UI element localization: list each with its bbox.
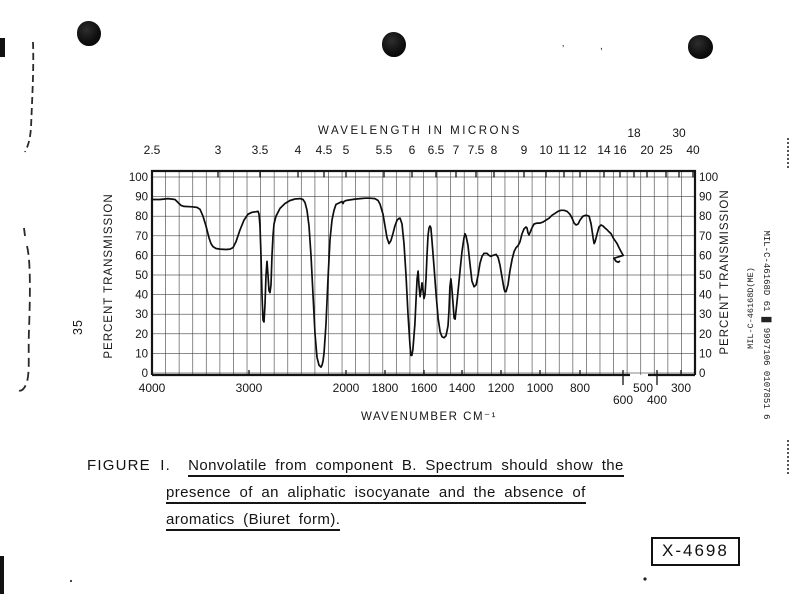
left-y-tick-label: 80	[135, 211, 148, 224]
scan-artifact	[17, 228, 30, 391]
left-y-tick-label: 0	[141, 368, 148, 380]
top-tick-label: 3.5	[251, 143, 269, 157]
bottom-tick-label: 800	[569, 381, 591, 395]
top-tick-label: 2.5	[143, 143, 161, 157]
top-tick-label: 40	[686, 143, 700, 157]
scan-speck	[70, 580, 72, 582]
top-tick-label: 10	[539, 143, 553, 157]
left-y-tick-label: 60	[135, 250, 148, 263]
top-tick-label: 11	[557, 143, 571, 157]
top-tick-label: 5.5	[375, 143, 393, 157]
top-tick-label: 6.5	[427, 143, 445, 157]
figure-caption	[87, 452, 627, 533]
bottom-tick-label: 4000	[138, 381, 166, 395]
bottom-tick-label: 1200	[487, 381, 515, 395]
right-y-tick-label: 30	[699, 309, 712, 322]
scan-artifact	[787, 138, 789, 168]
scan-speck	[643, 577, 646, 580]
bottom-axis-title: WAVENUMBER CM⁻¹	[361, 411, 497, 423]
top-tick-label: 8	[490, 143, 498, 157]
left-y-tick-label: 90	[135, 191, 148, 204]
scan-artifact	[787, 440, 789, 474]
bottom-tick-label: 1800	[371, 381, 399, 395]
top-tick-label: 20	[640, 143, 654, 157]
bottom-tick-label: 600	[612, 393, 634, 407]
left-y-tick-label: 20	[135, 328, 148, 341]
bottom-tick-label: 300	[670, 381, 692, 395]
bottom-tick-label: 2000	[332, 381, 360, 395]
scan-artifact	[25, 42, 33, 152]
top-tick-label: 30	[672, 126, 686, 140]
right-y-tick-label: 90	[699, 191, 712, 204]
left-y-tick-label: 30	[135, 309, 148, 322]
left-y-tick-label: 40	[135, 289, 148, 302]
bottom-tick-label: 1600	[410, 381, 438, 395]
scan-artifact	[0, 556, 4, 594]
left-y-tick-label: 50	[135, 270, 148, 282]
right-y-tick-label: 20	[699, 328, 712, 341]
left-y-tick-label: 10	[135, 348, 148, 361]
top-tick-label: 4.5	[315, 143, 333, 157]
right-y-tick-label: 70	[699, 230, 712, 243]
top-tick-label: 18	[627, 126, 641, 140]
left-y-tick-label: 70	[135, 230, 148, 243]
right-y-tick-label: 40	[699, 289, 712, 302]
right-y-tick-label: 60	[699, 250, 712, 263]
top-tick-label: 5	[342, 143, 350, 157]
right-y-tick-label: 100	[699, 172, 719, 184]
side-marking-inner: MIL-C-46168D(ME)	[746, 267, 756, 349]
top-tick-label: 9	[520, 143, 528, 157]
top-tick-label: 4	[294, 143, 302, 157]
top-tick-label: 7.5	[467, 143, 485, 157]
top-tick-label: 16	[613, 143, 627, 157]
top-tick-label: 14	[597, 143, 611, 157]
top-tick-label: 25	[659, 143, 673, 157]
right-y-tick-label: 0	[699, 368, 706, 380]
caption-line: presence of an aliphatic isocyanate and the absence of	[166, 484, 586, 504]
spectrum-trace	[152, 198, 623, 367]
page-number: 35	[71, 319, 85, 335]
spectrum-trace-line	[152, 198, 623, 367]
chart-grid	[152, 171, 695, 375]
right-y-tick-label: 50	[699, 270, 712, 282]
right-axis-title: PERCENT TRANSMISSION	[719, 189, 731, 355]
top-tick-label: 12	[573, 143, 587, 157]
bottom-tick-label: 1000	[526, 381, 554, 395]
left-axis-title: PERCENT TRANSMISSION	[103, 193, 115, 359]
bottom-tick-label: 400	[646, 393, 668, 407]
side-marking-outer: MIL-C-46168D 61 █ 9997106 0107851 6	[761, 230, 771, 420]
scan-speck: ‚	[562, 38, 565, 49]
caption-line: Nonvolatile from component B. Spectrum should show the	[188, 457, 624, 477]
bottom-tick-label: 3000	[235, 381, 263, 395]
scan-speck: ,	[600, 41, 603, 52]
top-tick-label: 7	[452, 143, 460, 157]
top-tick-label: 3	[214, 143, 222, 157]
top-axis-title: WAVELENGTH IN MICRONS	[318, 125, 522, 137]
right-y-tick-label: 80	[699, 211, 712, 224]
left-y-tick-label: 100	[128, 172, 148, 184]
bottom-tick-label: 500	[632, 381, 654, 395]
caption-line: aromatics (Biuret form).	[166, 511, 340, 531]
scan-artifact	[0, 38, 5, 57]
right-y-tick-label: 10	[699, 348, 712, 361]
bottom-tick-label: 1400	[448, 381, 476, 395]
top-tick-label: 6	[408, 143, 416, 157]
figure-label: FIGURE I.	[87, 457, 171, 474]
figure-number-stamp: X-4698	[651, 537, 740, 566]
